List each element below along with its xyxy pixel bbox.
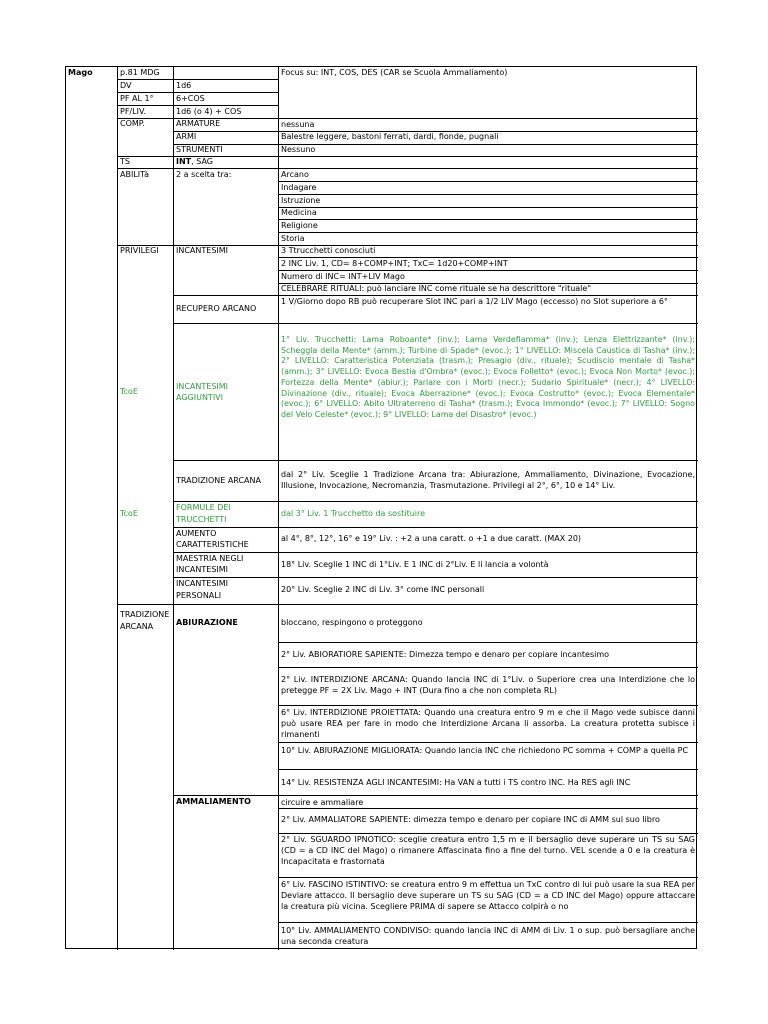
skill-item: Istruzione bbox=[281, 196, 321, 205]
incantesimi-line: 2 INC Liv. 1, CD= 8+COMP+INT; TxC= 1d20+COMP+INT bbox=[281, 259, 508, 268]
ammaliamento-feature: 2° Liv. SGUARDO IPNOTICO: sceglie creatura entro 1,5 m e il bersaglio deve superare un TS su SAG (CD = a CD INC del Mago) o rimanere Affascinata fino a fine del turno. VEL scende a 0 e la creatura è Incapacitata e frastornata bbox=[281, 835, 695, 866]
ts-label: TS bbox=[120, 157, 130, 166]
abilita-label: ABILITà bbox=[120, 170, 149, 179]
incantesimi-personali-label-2: PERSONALI bbox=[176, 591, 222, 600]
ammaliamento-feature: 2° Liv. AMMALIATORE SAPIENTE: dimezza tempo e denaro per copiare INC di AMM sul suo libro bbox=[281, 815, 660, 824]
skill-item: Arcano bbox=[281, 170, 309, 179]
tcoe-tag: TcoE bbox=[120, 387, 138, 396]
abiurazione-feature: 6° Liv. INTERDIZIONE PROIETTATA: Quando una creatura entro 9 m e che il Mago vede subisce danni può usare REA per fare in modo che Interdizione Arcana li assorba. La creatura protetta subisce i rimanenti bbox=[281, 708, 695, 739]
ts-value-secondary: , SAG bbox=[191, 157, 213, 166]
comp-armature-value: nessuna bbox=[281, 120, 315, 129]
stat-value-dv: 1d6 bbox=[176, 81, 192, 90]
tradizione-arcana-label: TRADIZIONE ARCANA bbox=[176, 476, 261, 485]
comp-strumenti-value: Nessuno bbox=[281, 145, 316, 154]
class-sheet-table bbox=[65, 66, 697, 949]
tradizione-arcana-text: dal 2° Liv. Sceglie 1 Tradizione Arcana tra: Abiurazione, Ammaliamento, Divinazione, Evocazione, Illusione, Invocazione, Necromanzia, Trasmutazione. Privilegi al 2°, 6°, 10 e 14° Liv. bbox=[281, 470, 695, 490]
ammaliamento-summary: circuire e ammaliare bbox=[281, 798, 364, 807]
stat-value-pf1: 6+COS bbox=[176, 94, 205, 103]
incantesimi-personali-label-1: INCANTESIMI bbox=[176, 579, 229, 588]
skill-item: Storia bbox=[281, 234, 305, 243]
privilegi-label: PRIVILEGI bbox=[120, 246, 159, 255]
incantesimi-line: Numero di INC= INT+LIV Mago bbox=[281, 272, 405, 281]
aumento-caratteristiche-text: al 4°, 8°, 12°, 16° e 19° Liv. : +2 a una caratt. o +1 a due caratt. (MAX 20) bbox=[281, 534, 582, 543]
stat-label-dv: DV bbox=[120, 81, 132, 90]
incantesimi-aggiuntivi-label-2: AGGIUNTIVI bbox=[176, 393, 224, 402]
maestria-incantesimi-text: 18° Liv. Sceglie 1 INC di 1°Liv. E 1 INC di 2°Liv. E li lancia a volontà bbox=[281, 560, 549, 569]
abiurazione-feature: 10° Liv. ABIURAZIONE MIGLIORATA: Quando lancia INC che richiedono PC somma + COMP a quella PC bbox=[281, 746, 689, 755]
abiurazione-title: ABIURAZIONE bbox=[176, 618, 238, 627]
aumento-caratteristiche-label-1: AUMENTO bbox=[176, 529, 217, 538]
formule-trucchetti-text: dal 3° Liv. 1 Trucchetto da sostituire bbox=[281, 509, 426, 518]
abilita-choice: 2 a scelta tra: bbox=[176, 170, 232, 179]
comp-armature-label: ARMATURE bbox=[176, 119, 221, 128]
ammaliamento-feature: 6° Liv. FASCINO ISTINTIVO: se creatura entro 9 m effettua un TxC contro di lui può usare la sua REA per Deviare attacco. Il bersaglio deve superare un TS su SAG (CD = a CD INC del Mago) oppure attaccare la creatura più vicina. Scegliere PRIMA di sapere se Attacco colpirà o no bbox=[281, 880, 696, 911]
ammaliamento-title: AMMALIAMENTO bbox=[176, 797, 251, 806]
ts-value-primary: INT bbox=[176, 157, 192, 166]
comp-armi-label: ARMI bbox=[176, 132, 197, 141]
incantesimi-personali-text: 20° Liv. Sceglie 2 INC di Liv. 3° come INC personali bbox=[281, 585, 485, 594]
class-name: Mago bbox=[68, 68, 93, 77]
focus-note: Focus su: INT, COS, DES (CAR se Scuola Ammaliamento) bbox=[281, 68, 508, 77]
maestria-incantesimi-label-1: MAESTRIA NEGLI bbox=[176, 554, 244, 563]
abiurazione-feature: 2° Liv. ABIORATIORE SAPIENTE: Dimezza tempo e denaro per copiare incantesimo bbox=[281, 650, 610, 659]
formule-trucchetti-label-1: FORMULE DEI bbox=[176, 503, 231, 512]
tradizione-section-label-2: ARCANA bbox=[120, 622, 154, 631]
ammaliamento-feature: 10° Liv. AMMALIAMENTO CONDIVISO: quando lancia INC di AMM di Liv. 1 o sup. può bersagliare anche una seconda creatura bbox=[281, 926, 695, 946]
stat-value-pfliv: 1d6 (o 4) + COS bbox=[176, 107, 242, 116]
source-reference: p.81 MDG bbox=[120, 68, 160, 77]
stat-label-pfliv: PF/LIV. bbox=[120, 107, 146, 116]
skill-item: Religione bbox=[281, 221, 318, 230]
formule-trucchetti-label-2: TRUCCHETTI bbox=[176, 515, 227, 524]
stat-label-pf1: PF AL 1° bbox=[120, 94, 154, 103]
skill-item: Indagare bbox=[281, 183, 317, 192]
ts-value bbox=[176, 157, 213, 167]
tradizione-section-label-1: TRADIZIONE bbox=[120, 610, 170, 619]
recupero-arcano-label: RECUPERO ARCANO bbox=[176, 304, 257, 313]
recupero-arcano-text: 1 V/Giorno dopo RB può recuperare Slot INC pari a 1/2 LIV Mago (eccesso) no Slot superiore a 6° bbox=[281, 297, 668, 306]
aumento-caratteristiche-label-2: CARATTERISTICHE bbox=[176, 540, 249, 549]
incantesimi-label: INCANTESIMI bbox=[176, 246, 229, 255]
comp-armi-value: Balestre leggere, bastoni ferrati, dardi, fionde, pugnali bbox=[281, 132, 499, 141]
abiurazione-feature: 2° Liv. INTERDIZIONE ARCANA: Quando lancia INC di 1°Liv. o Superiore crea una Interdizione che lo pretegge PF = 2X Liv. Mago + INT (Dura fino a che non completa RL) bbox=[281, 675, 695, 695]
maestria-incantesimi-label-2: INCANTESIMI bbox=[176, 565, 229, 574]
incantesimi-aggiuntivi-text: 1° Liv. Trucchetti: Lama Roboante* (inv.); Lama Verdefiamma* (inv.); Lenza Elettrizzante* (inv.); Scheggia della Mente* (amm.); Turbine di Spade* (evoc.); 1° LIVELLO: Miscela Caustica di Tasha* (inv.); 2° LIVELLO: Caratteristica Potenziata (trasm.); Presagio (div., rituale); Scudiscio mentale di Tasha* (amm.); 3° LIVELLO: Evoca Bestia d'Ombra* (evoc.); Evoca Folletto* (evoc.); Evoca Non Morto* (evoc.); Fortezza della Mente* (abiur.); Parlare con i Morti (necr.); Sudario Spirituale* (necr.); 4° LIVELLO: Divinazione (div., rituale); Evoca Aberrazione* (evoc.); Evoca Costrutto* (evoc.); Evoca Elementale* (evoc.); 6° LIVELLO: Abito Ultraterreno di Tasha* (trasm.); Evoca Immondo* (evoc.); 7° LIVELLO: Sogno del Velo Celeste* (evoc.); 9° LIVELLO: Lama del Disastro* (evoc.) bbox=[281, 335, 695, 419]
incantesimi-line: CELEBRARE RITUALI: può lanciare INC come rituale se ha descrittore "rituale" bbox=[281, 284, 592, 293]
abiurazione-summary: bloccano, respingono o proteggono bbox=[281, 618, 423, 627]
abiurazione-feature: 14° Liv. RESISTENZA AGLI INCANTESIMI: Ha VAN a tutti i TS contro INC. Ha RES agli INC bbox=[281, 778, 631, 787]
skill-item: Medicina bbox=[281, 208, 317, 217]
comp-strumenti-label: STRUMENTI bbox=[176, 145, 223, 154]
tcoe-tag: TcoE bbox=[120, 509, 138, 518]
incantesimi-line: 3 Ttrucchetti conosciuti bbox=[281, 246, 376, 255]
incantesimi-aggiuntivi-label-1: INCANTESIMI bbox=[176, 382, 229, 391]
comp-label: COMP. bbox=[120, 119, 145, 128]
